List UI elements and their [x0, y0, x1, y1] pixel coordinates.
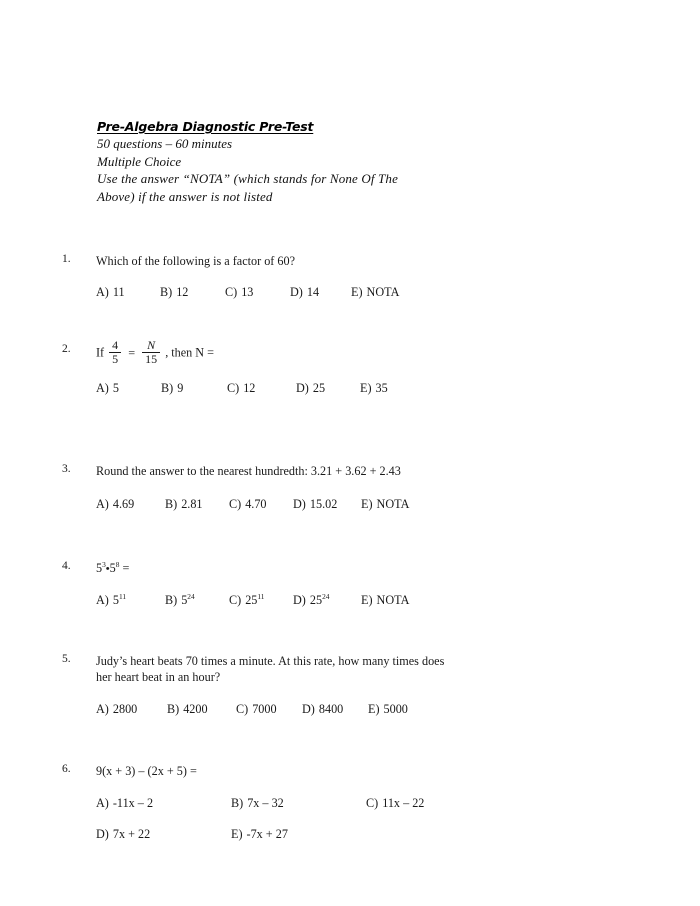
option-1-c[interactable]: C) 13 [225, 285, 254, 299]
question-4-text [96, 560, 496, 577]
option-6-d[interactable]: D) 7x + 22 [96, 827, 151, 841]
header-line-questions-time: 50 questions – 60 minutes [97, 136, 233, 151]
option-6-a[interactable]: A) -11x – 2 [96, 796, 154, 810]
question-4-equals: = [122, 561, 130, 575]
option-5-e[interactable]: E) 5000 [368, 702, 408, 716]
question-6-number: 6. [62, 763, 71, 775]
option-1-a[interactable]: A) 11 [96, 285, 125, 299]
option-5-b[interactable]: B) 4200 [167, 702, 208, 716]
option-6-e[interactable]: E) -7x + 27 [231, 827, 288, 841]
option-2-b[interactable]: B) 9 [161, 381, 184, 395]
question-1-options [96, 285, 656, 300]
option-5-d[interactable]: D) 8400 [302, 702, 344, 716]
question-6-options-row-1 [96, 796, 656, 811]
header-line-nota-2: Above) if the answer is not listed [97, 188, 273, 204]
option-4-a[interactable]: A) $5^{11}$ [96, 591, 127, 607]
fraction-four-fifths: $\frac{4}{5}$ [109, 339, 121, 366]
option-1-b[interactable]: B) 12 [160, 285, 189, 299]
option-2-e[interactable]: E) 35 [360, 381, 388, 395]
page-title: Pre-Algebra Diagnostic Pre-Test [97, 119, 314, 134]
question-1-number: 1. [62, 253, 71, 265]
option-3-c[interactable]: C) 4.70 [229, 497, 267, 511]
option-3-e[interactable]: E) NOTA [361, 497, 410, 511]
question-3-text: Round the answer to the nearest hundredth: 3.21 + 3.62 + 2.43 [96, 464, 401, 478]
option-1-d[interactable]: D) 14 [290, 285, 320, 299]
multiplication-dot-icon: • [105, 563, 110, 575]
test-header [97, 118, 517, 205]
option-2-c[interactable]: C) 12 [227, 381, 256, 395]
option-4-c[interactable]: C) $25^{11}$ [229, 591, 265, 607]
exponent-expression-exp-1: 3 [102, 559, 106, 569]
option-3-d[interactable]: D) 15.02 [293, 497, 338, 511]
option-3-b[interactable]: B) 2.81 [165, 497, 203, 511]
question-5-text [96, 653, 456, 685]
option-3-a[interactable]: A) 4.69 [96, 497, 135, 511]
option-4-e[interactable]: E) NOTA [361, 593, 410, 607]
question-2-number: 2. [62, 343, 71, 355]
question-2-text [96, 340, 496, 367]
question-5-text-line-2: does her heart beat in an hour? [96, 654, 445, 684]
question-6-options-row-2 [96, 827, 656, 842]
header-line-format: Multiple Choice [97, 153, 182, 169]
option-2-a[interactable]: A) 5 [96, 381, 119, 395]
question-5-number: 5. [62, 653, 71, 665]
option-2-d[interactable]: D) 25 [296, 381, 326, 395]
header-line-nota-1: Use the answer “NOTA” (which stands for None Of The [97, 171, 399, 186]
option-5-a[interactable]: A) 2800 [96, 702, 138, 716]
option-5-c[interactable]: C) 7000 [236, 702, 277, 716]
exponent-expression-base-1: 5 [96, 561, 103, 575]
question-1-text: Which of the following is a factor of 60? [96, 254, 295, 268]
question-5-text-line-1: Judy’s heart beats 70 times a minute. At this rate, how many times [96, 654, 419, 668]
exponent-expression-base-2: 5 [109, 561, 116, 575]
question-4-number: 4. [62, 560, 71, 572]
equals-sign: = [128, 345, 136, 360]
question-4-options [96, 593, 656, 608]
option-6-c[interactable]: C) 11x – 22 [366, 796, 425, 810]
question-6-text: 9(x + 3) – (2x + 5) = [96, 764, 197, 778]
question-2-options [96, 381, 656, 396]
fraction-n-over-fifteen: $\frac{N}{15}$ [142, 339, 160, 366]
option-4-b[interactable]: B) $5^{24}$ [165, 591, 195, 607]
question-3-number: 3. [62, 463, 71, 475]
question-2-tail: , then N = [165, 345, 215, 360]
option-4-d[interactable]: D) $25^{24}$ [293, 591, 330, 607]
option-6-b[interactable]: B) 7x – 32 [231, 796, 284, 810]
question-2-lead: If [96, 345, 105, 360]
question-5-options [96, 702, 656, 717]
question-3-options [96, 497, 656, 512]
option-1-e[interactable]: E) NOTA [351, 285, 400, 299]
exponent-expression-exp-2: 8 [115, 559, 120, 569]
